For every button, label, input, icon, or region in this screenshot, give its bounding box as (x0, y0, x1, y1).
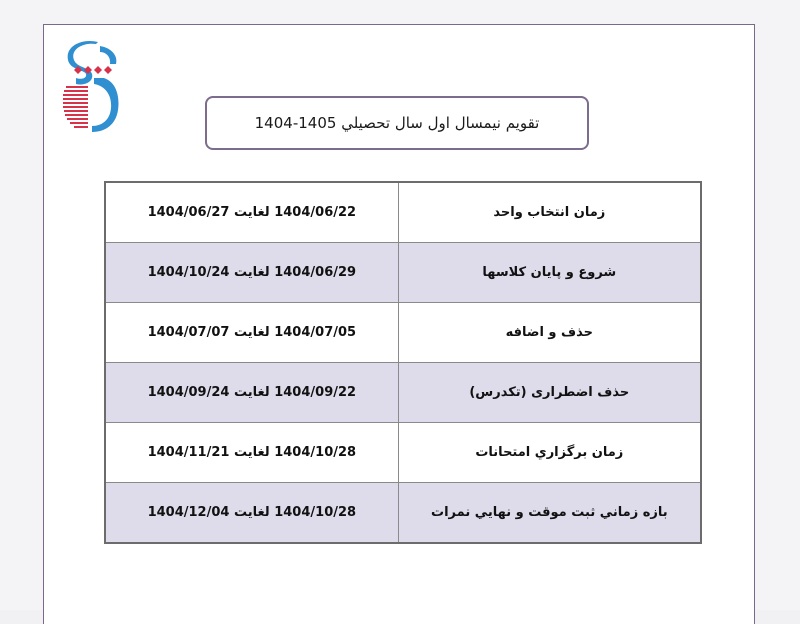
schedule-row (105, 182, 701, 243)
document-title: تقویم نیمسال اول سال تحصیلي 1405-1404 (254, 114, 540, 132)
schedule-date-range: 1404/06/29 لغایت 1404/10/24 (147, 265, 357, 280)
schedule-date-cell (105, 483, 398, 544)
schedule-event-label: حذف اضطراری (تکدرس) (469, 385, 630, 400)
title-box (205, 96, 589, 150)
schedule-label-cell (398, 182, 701, 243)
schedule-event-label: زمان انتخاب واحد (493, 205, 606, 220)
schedule-date-cell (105, 182, 398, 243)
schedule-date-range: 1404/06/22 لغایت 1404/06/27 (147, 205, 357, 220)
schedule-label-cell (398, 303, 701, 363)
schedule-row (105, 483, 701, 544)
schedule-event-label: بازه زماني ثبت موقت و نهایي نمرات (431, 505, 668, 520)
schedule-row (105, 363, 701, 423)
schedule-date-cell (105, 363, 398, 423)
schedule-label-cell (398, 363, 701, 423)
schedule-event-label: شروع و پایان کلاسها (482, 265, 617, 280)
schedule-date-range: 1404/09/22 لغایت 1404/09/24 (147, 385, 357, 400)
schedule-row (105, 243, 701, 303)
schedule-row (105, 303, 701, 363)
schedule-date-range: 1404/10/28 لغایت 1404/12/04 (147, 505, 357, 520)
schedule-label-cell (398, 483, 701, 544)
schedule-table (104, 181, 702, 544)
schedule-date-range: 1404/10/28 لغایت 1404/11/21 (147, 445, 357, 460)
schedule-label-cell (398, 243, 701, 303)
schedule-event-label: حذف و اضافه (505, 325, 594, 340)
schedule-date-range: 1404/07/05 لغایت 1404/07/07 (147, 325, 357, 340)
schedule-label-cell (398, 423, 701, 483)
schedule-row (105, 423, 701, 483)
schedule-date-cell (105, 423, 398, 483)
university-logo-icon (60, 40, 124, 136)
schedule-date-cell (105, 303, 398, 363)
schedule-date-cell (105, 243, 398, 303)
schedule-event-label: زمان برگزاري امتحانات (475, 445, 624, 460)
